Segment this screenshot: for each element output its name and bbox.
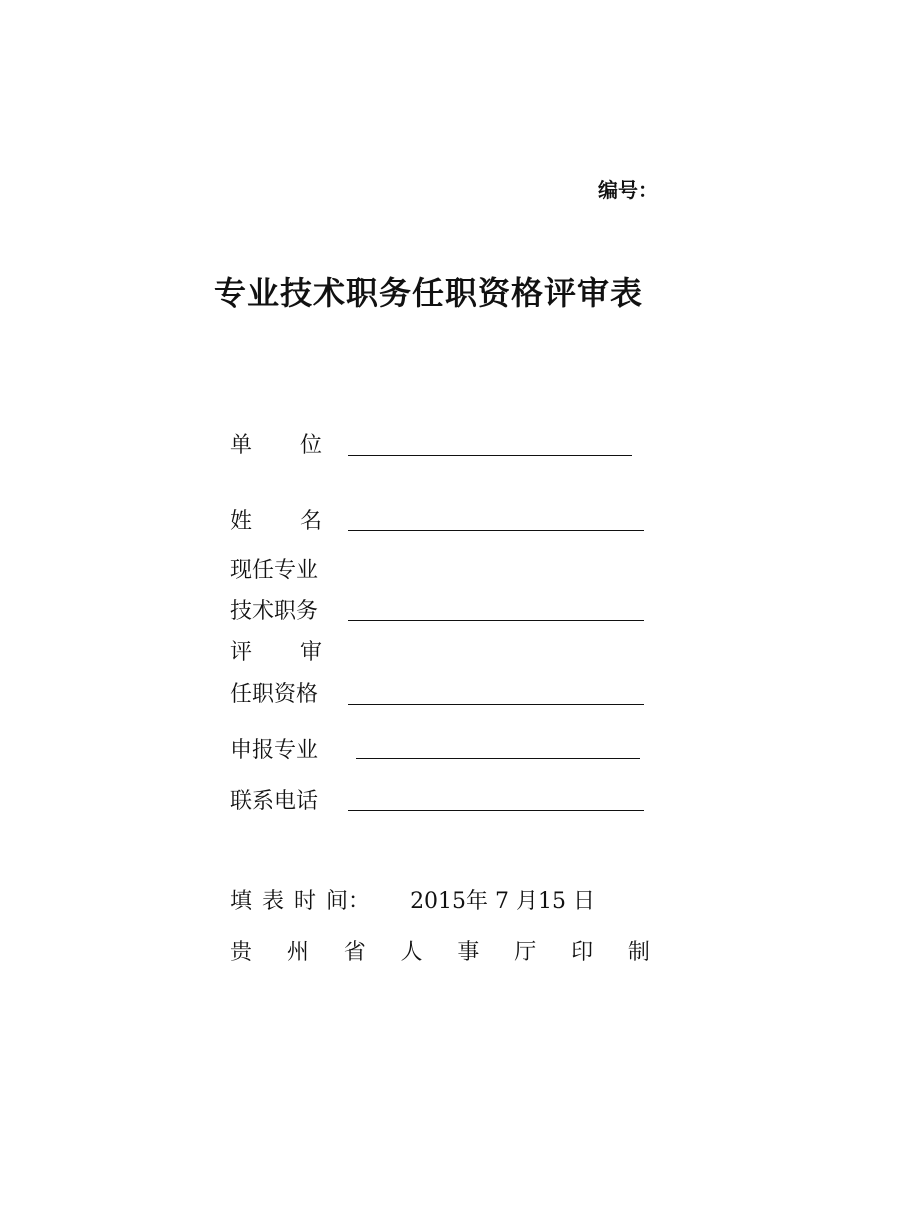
printer-credit	[230, 935, 650, 966]
fill-date-value: 2015年 7 月15 日	[410, 889, 596, 914]
printer-char: 厅	[514, 940, 537, 965]
phone-field[interactable]	[348, 810, 644, 811]
current-title-field[interactable]	[348, 620, 644, 621]
review-qualification-field[interactable]	[348, 704, 644, 705]
name-label-char: 名	[299, 509, 322, 534]
printer-char: 贵	[230, 940, 253, 965]
unit-field[interactable]	[348, 455, 632, 456]
review-label-line1	[230, 635, 322, 666]
review-label-line2: 任职资格	[230, 682, 319, 707]
name-label	[230, 504, 322, 535]
unit-label-char: 位	[299, 433, 322, 458]
phone-label: 联系电话	[230, 789, 319, 814]
specialty-field[interactable]	[356, 758, 640, 759]
name-label-char: 姓	[230, 509, 253, 534]
fill-date-label: 填 表 时 间：	[230, 889, 371, 914]
printer-char: 事	[457, 940, 480, 965]
serial-number-label: 编号：	[598, 178, 658, 202]
name-field[interactable]	[348, 530, 644, 531]
fill-date-row	[230, 884, 595, 915]
printer-char: 人	[400, 940, 423, 965]
current-title-label-line1: 现任专业	[230, 558, 319, 583]
review-label-char: 审	[299, 640, 322, 665]
specialty-label: 申报专业	[230, 738, 319, 763]
printer-char: 省	[343, 940, 366, 965]
review-label-char: 评	[230, 640, 253, 665]
unit-label	[230, 428, 322, 459]
printer-char: 印	[571, 940, 594, 965]
printer-char: 制	[627, 940, 650, 965]
current-title-label-line2: 技术职务	[230, 599, 319, 624]
printer-char: 州	[286, 940, 309, 965]
page-title: 专业技术职务任职资格评审表	[214, 274, 644, 312]
unit-label-char: 单	[230, 433, 253, 458]
